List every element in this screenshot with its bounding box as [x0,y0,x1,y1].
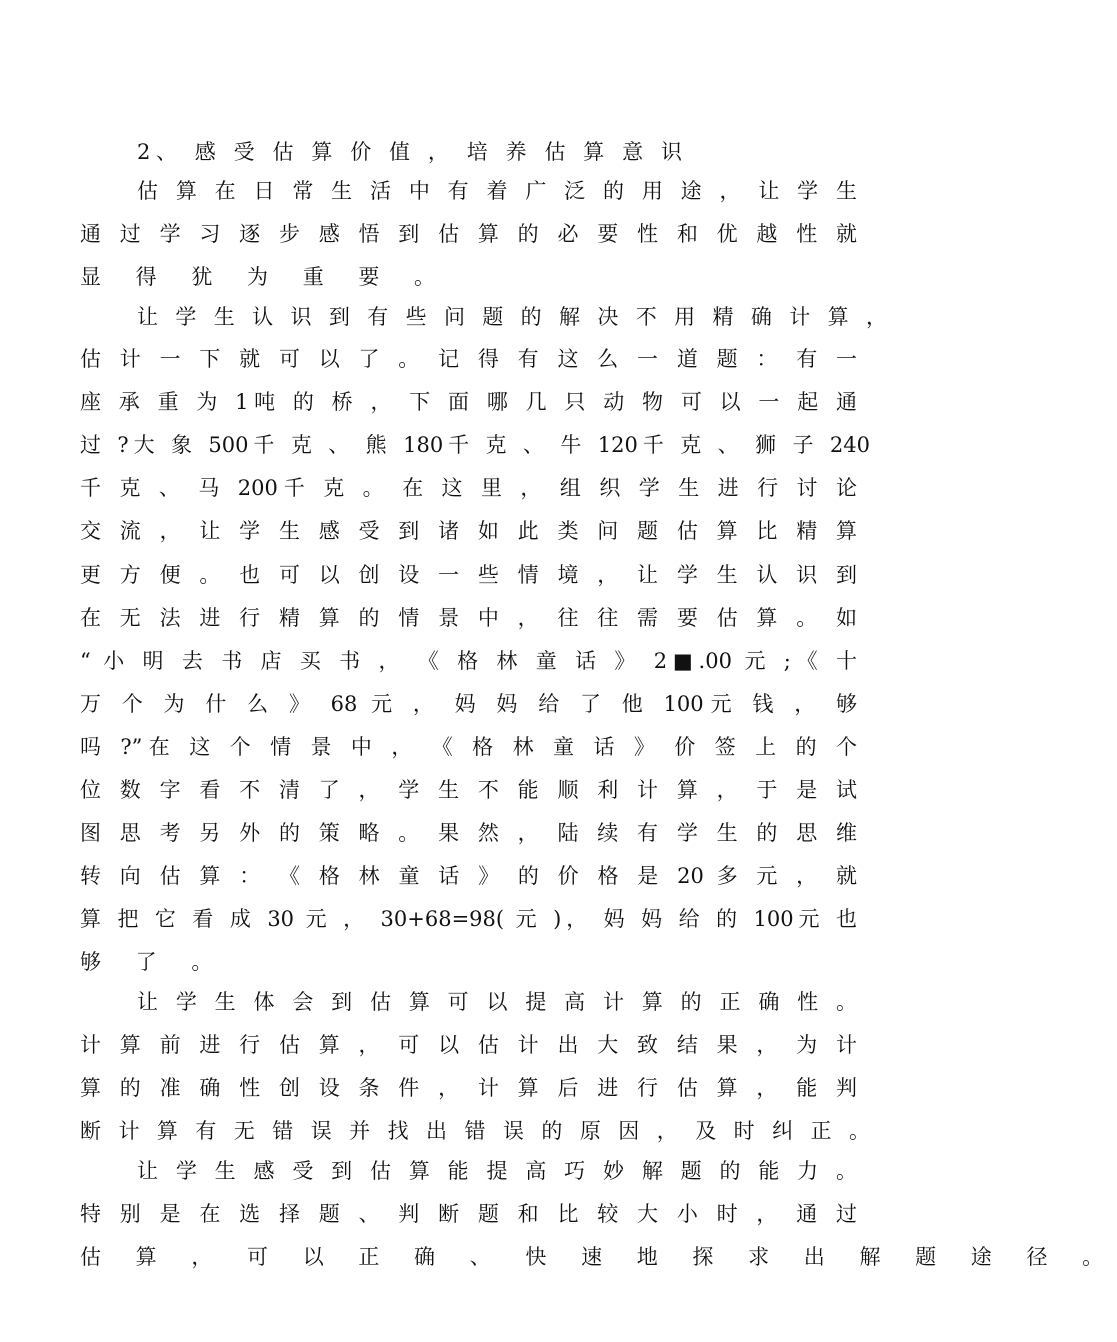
paragraph-line: 够 了 。 [80,950,227,974]
paragraph-line: 让 学 生 认 识 到 有 些 问 题 的 解 决 不 用 精 确 计 算 ， [137,305,887,329]
section-heading: 2、 感 受 估 算 价 值 ， 培 养 估 算 意 识 [137,140,682,164]
paragraph-line: 估 算 ， 可 以 正 确 、 快 速 地 探 求 出 解 题 途 径 。 [80,1245,1117,1269]
paragraph-line: 图 思 考 另 外 的 策 略 。 果 然 ， 陆 续 有 学 生 的 思 维 [80,821,857,845]
paragraph-line: 万 个 为 什 么 》 68 元 ， 妈 妈 给 了 他 100元 钱 ， 够 [80,692,857,716]
paragraph-line: 显 得 犹 为 重 要 。 [80,265,450,289]
paragraph-line: 座 承 重 为 1吨 的 桥 ， 下 面 哪 几 只 动 物 可 以 一 起 通 [80,390,857,414]
paragraph-line: 转 向 估 算 ： 《 格 林 童 话 》 的 价 格 是 20 多 元 ， 就 [80,864,857,888]
paragraph-line: 断 计 算 有 无 错 误 并 找 出 错 误 的 原 因 ， 及 时 纠 正 。 [80,1119,870,1143]
paragraph-line: 计 算 前 进 行 估 算 ， 可 以 估 计 出 大 致 结 果 ， 为 计 [80,1033,857,1057]
paragraph-line: 千 克 、 马 200千 克 。 在 这 里 ， 组 织 学 生 进 行 讨 论 [80,476,857,500]
paragraph-line: 吗 ?”在 这 个 情 景 中 ， 《 格 林 童 话 》 价 签 上 的 个 [80,735,857,759]
paragraph-line: 交 流 ， 让 学 生 感 受 到 诸 如 此 类 问 题 估 算 比 精 算 [80,519,857,543]
paragraph-line: 特 别 是 在 选 择 题 、 判 断 题 和 比 较 大 小 时 ， 通 过 [80,1202,857,1226]
paragraph-line: 估 计 一 下 就 可 以 了 。 记 得 有 这 么 一 道 题 ： 有 一 [80,347,857,371]
paragraph-line: 过 ?大 象 500千 克 、 熊 180千 克 、 牛 120千 克 、 狮 子 240 [80,433,870,457]
paragraph-line: “ 小 明 去 书 店 买 书 ， 《 格 林 童 话 》 2■.00 元 ;《 十 [80,649,857,673]
paragraph-line: 更 方 便 。 也 可 以 创 设 一 些 情 境 ， 让 学 生 认 识 到 [80,563,857,587]
paragraph-line: 在 无 法 进 行 精 算 的 情 景 中 ， 往 往 需 要 估 算 。 如 [80,606,857,630]
paragraph-line: 让 学 生 感 受 到 估 算 能 提 高 巧 妙 解 题 的 能 力 。 [137,1159,857,1183]
paragraph-line: 算 把 它 看 成 30 元 ， 30+68=98( 元 )， 妈 妈 给 的 100元 也 [80,907,857,931]
paragraph-line: 位 数 字 看 不 清 了 ， 学 生 不 能 顺 利 计 算 ， 于 是 试 [80,778,857,802]
paragraph-line: 算 的 准 确 性 创 设 条 件 ， 计 算 后 进 行 估 算 ， 能 判 [80,1076,857,1100]
paragraph-line: 通 过 学 习 逐 步 感 悟 到 估 算 的 必 要 性 和 优 越 性 就 [80,222,857,246]
paragraph-line: 让 学 生 体 会 到 估 算 可 以 提 高 计 算 的 正 确 性 。 [137,990,857,1014]
paragraph-line: 估 算 在 日 常 生 活 中 有 着 广 泛 的 用 途 ， 让 学 生 [137,179,857,203]
